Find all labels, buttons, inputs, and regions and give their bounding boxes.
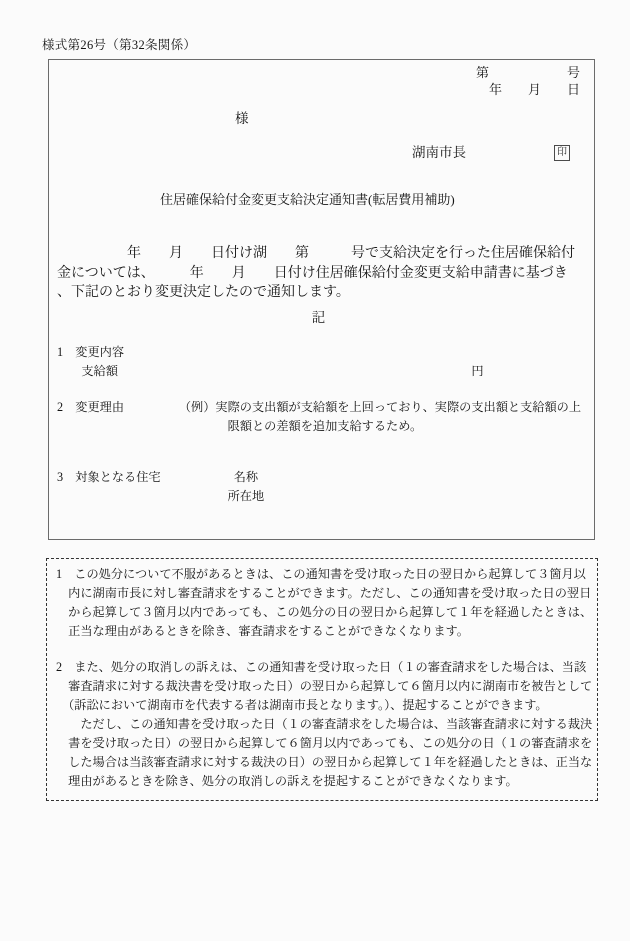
document-page [0, 38, 630, 941]
seal-icon: 印 [554, 145, 570, 161]
issue-date-line: 年 月 日 [488, 82, 580, 97]
appeal-note-review-request: 1 この処分について不服があるときは、この通知書を受け取った日の翌日から起算して３箇月以 内に湖南市長に対し審査請求をすることができます。ただし、この通知書を受け取った日の翌日 から起算して３箇月以内であっても、この処分の日の翌日から起算して１年を経過したときは、 正当な理由があるときを除き、審査請求をすることができなくなります。 [56, 567, 593, 638]
item-target-housing: 3 対象となる住宅 名称 所在地 [57, 469, 265, 503]
appeal-rights-box [46, 558, 598, 801]
notice-body-paragraph: 年 月 日付け湖 第 号で支給決定を行った住居確保給付 金については、 年 月 日付け住居確保給付金変更支給申請書に基づき 、下記のとおり変更決定したので通知します。 [57, 246, 575, 300]
addressee-honorific: 様 [235, 111, 249, 126]
document-number-line: 第 号 [475, 65, 580, 80]
document-title: 住居確保給付金変更支給決定通知書(転居費用補助) [160, 192, 455, 207]
issuer-line [57, 144, 580, 161]
issuer-name: 湖南市長 [412, 145, 466, 160]
item-change-reason: 2 変更理由 （例）実際の支出額が支給額を上回っており、実際の支出額と支給額の上 限額との差額を追加支給するため。 [57, 399, 582, 433]
item-change-content: 1 変更内容 支給額 円 [57, 344, 484, 378]
notice-box [48, 59, 595, 540]
appeal-note-lawsuit: 2 また、処分の取消しの訴えは、この通知書を受け取った日（１の審査請求をした場合は、当該 審査請求に対する裁決書を受け取った日）の翌日から起算して６箇月以内に湖南市を被告として （訴訟において湖南市を代表する者は湖南市長となります。）、提起することができます。 ただし、この通知書を受け取った日（１の審査請求をした場合は、当該審査請求に対する裁決 書を受け取った日）の翌日から起算して６箇月以内であっても、この処分の日（１の審査請求を した場合は当該審査請求に対する裁決の日）の翌日から起算して１年を経過したときは、正当な 理由があるときを除き、処分の取消しの訴えを提起することができなくなります。 [56, 660, 593, 788]
record-heading: 記 [311, 309, 326, 325]
form-number-label: 様式第26号（第32条関係） [42, 38, 197, 52]
